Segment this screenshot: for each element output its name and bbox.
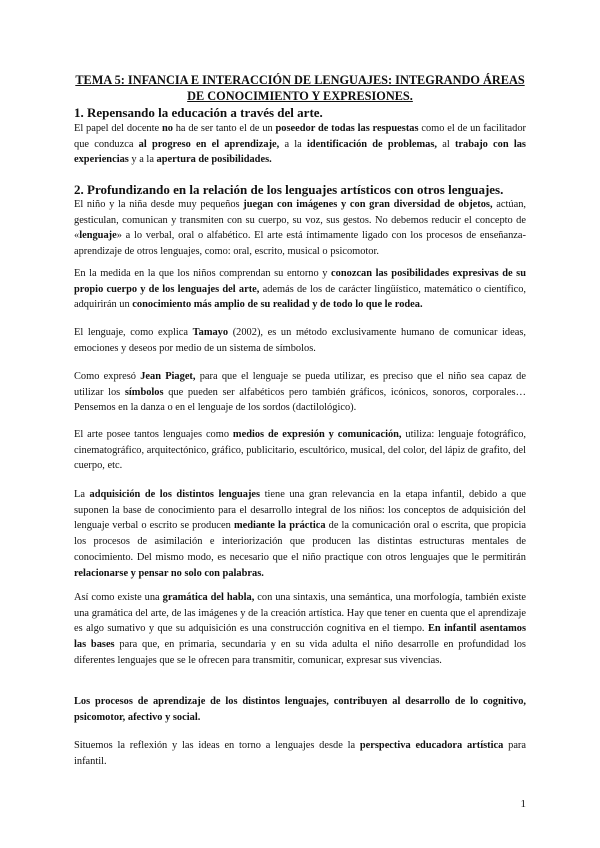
title-line-1: TEMA 5: INFANCIA E INTERACCIÓN DE LENGUAJES: INTEGRANDO ÁREAS	[75, 73, 525, 87]
bold-run: al progreso en el aprendizaje,	[138, 138, 280, 150]
bold-run: lenguaje	[79, 230, 117, 242]
section-2-paragraph-3: El lenguaje, como explica Tamayo (2002), es un método exclusivamente humano de comunicar ideas, emociones y deseos por medio de un sistema de símbolos.	[74, 327, 526, 354]
document-title	[74, 73, 526, 104]
bold-run: relacionarse y pensar no solo con palabras.	[74, 567, 264, 579]
bold-run: Tamayo	[192, 327, 229, 338]
bold-run: poseedor de todas las respuestas	[275, 123, 419, 134]
bold-run: no	[161, 123, 173, 134]
bold-run: adquisición de los distintos lenguajes	[89, 489, 261, 500]
section-2-paragraph-8	[74, 694, 526, 725]
section-1-heading: 1. Repensando la educación a través del arte.	[74, 105, 323, 120]
section-1-paragraph-1: El papel del docente no ha de ser tanto el de un poseedor de todas las respuestas como el de un facilitador que conduzca al progreso en el aprendizaje, a la identificación de problemas, al trabajo con las experiencias y a la apertura de posibilidades.	[74, 123, 526, 166]
bold-run: gramática del habla,	[162, 592, 255, 603]
bold-run: conocimiento más amplio de su realidad y de todo lo que le rodea.	[132, 299, 423, 311]
section-2-paragraph-7: Así como existe una gramática del habla, con una sintaxis, una semántica, una morfología, también existe una gramática del arte, de las imágenes y de la creación artística. Hay que tener en cuenta que el aprendizaje es algo sumativo y que su adquisición es una construcción cognitiva en el tiempo. En infantil asentamos las bases para que, en primaria, secundaria y en su vida adulta el niño desarrolle en profundidad los diferentes lenguajes que se le ofrecen para transmitir, comunicar, expresar sus vivencias.	[74, 592, 527, 666]
bold-run: Los procesos de aprendizaje de los distintos lenguajes, contribuyen al desarrollo de lo cognitivo, psicomotor, afectivo y social.	[74, 696, 526, 723]
bold-run: apertura de posibilidades.	[156, 154, 272, 166]
bold-run: perspectiva educadora artística	[359, 740, 504, 751]
title-line-2: DE CONOCIMIENTO Y EXPRESIONES.	[187, 88, 413, 103]
bold-run: símbolos	[124, 386, 164, 398]
bold-run: trabajo con las experiencias	[74, 138, 526, 166]
section-2-paragraph-6: La adquisición de los distintos lenguajes tiene una gran relevancia en la etapa infantil, debido a que suponen la base de conocimiento para el desarrollo integral de los niños: los conceptos de adquisición del lenguaje verbal o escrito se producen mediante la práctica de la comunicación oral o escrita, que propicia los procesos de asimilación e interiorización que producen las distintas estructuras mentales de conocimiento. Del mismo modo, es necesario que el niño practique con otros lenguajes que le permitirán relacionarse y pensar no solo con palabras.	[74, 489, 526, 579]
section-2-paragraph-1: El niño y la niña desde muy pequeños juegan con imágenes y con gran diversidad de objetos, actúan, gesticulan, comunican y transmiten con su cuerpo, su voz, sus gestos. No debemos reducir el concepto de «lenguaje» a lo verbal, oral o alfabético. El arte está íntimamente ligado con los procesos de enseñanza-aprendizaje de otros lenguajes, como: oral, escrito, musical o psicomotor.	[74, 199, 526, 258]
bold-run: identificación de problemas,	[307, 138, 438, 150]
section-2-paragraph-2: En la medida en la que los niños comprendan su entorno y conozcan las posibilidades expresivas de su propio cuerpo y de los lenguajes del arte, además de los de carácter lingüístico, matemático o científico, adquirirán un conocimiento más amplio de su realidad y de todo lo que le rodea.	[74, 268, 527, 311]
bold-run: Jean Piaget,	[140, 371, 196, 382]
section-2-paragraph-4: Como expresó Jean Piaget, para que el lenguaje se pueda utilizar, es preciso que el niño sea capaz de utilizar los símbolos que pueden ser alfabéticos pero también gráficos, icónicos, sonoros, corporales… Pensemos en la danza o en el lenguaje de los sordos (dactilológico).	[74, 371, 526, 414]
bold-run: En infantil asentamos las bases	[74, 623, 527, 651]
bold-run: juegan con imágenes y con gran diversidad de objetos,	[243, 199, 493, 210]
section-2-heading: 2. Profundizando en la relación de los lenguajes artísticos con otros lenguajes.	[74, 182, 504, 197]
bold-run: conozcan las posibilidades expresivas de su propio cuerpo y de los lenguajes del arte,	[74, 268, 526, 295]
section-2-paragraph-5: El arte posee tantos lenguajes como medios de expresión y comunicación, utiliza: lenguaje fotográfico, cinematográfico, arquitectónico, gráfico, publicitario, escultórico, musical, del color, del lápiz de grafito, del cuerpo, etc.	[74, 429, 526, 472]
page-number: 1	[520, 798, 526, 810]
bold-run: medios de expresión y comunicación,	[232, 429, 402, 440]
bold-run: mediante la práctica	[233, 520, 326, 532]
section-2-paragraph-9: Situemos la reflexión y las ideas en torno a lenguajes desde la perspectiva educadora artística para infantil.	[74, 740, 527, 767]
